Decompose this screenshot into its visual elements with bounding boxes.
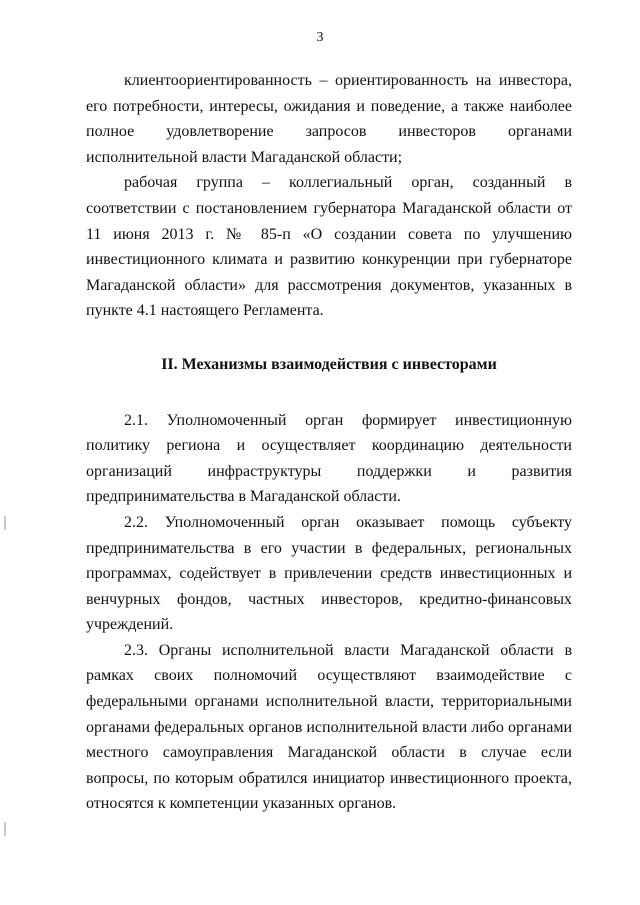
section-heading: II. Механизмы взаимодействия с инвесторами <box>161 355 497 373</box>
document-body <box>86 68 572 817</box>
definition-paragraph-client-orientation: клиентоориентированность – ориентированность на инвестора, его потребности, интересы, ожидания и поведение, а также наиболее полное удовлетворение запросов инвесторов органами исполнительной власти Магаданской области; <box>86 72 572 166</box>
scan-margin-mark <box>4 516 6 530</box>
scan-margin-mark <box>4 822 6 836</box>
clause-2-1: 2.1. Уполномоченный орган формирует инвестиционную политику региона и осуществляет координацию деятельности организаций инфраструктуры поддержки и развития предпринимательства в Магаданской области. <box>86 411 572 506</box>
clause-2-3: 2.3. Органы исполнительной власти Магаданской области в рамках своих полномочий осуществляют взаимодействие с федеральными органами исполнительной власти, территориальными органами федеральных органов исполнительной власти либо органами местного самоуправления Магаданской области в случае если вопросы, по которым обратился инициатор инвестиционного проекта, относятся к компетенции указанных органов. <box>86 641 572 813</box>
page-number: 3 <box>316 30 324 45</box>
definition-paragraph-working-group: рабочая группа – коллегиальный орган, созданный в соответствии с постановлением губернатора Магаданской области от 11 июня 2013 г. № 85-п «О создании совета по улучшению инвестиционного климата и развитию конкуренции при губернаторе Магаданской области» для рассмотрения документов, указанных в пункте 4.1 настоящего Регламента. <box>86 174 572 320</box>
clause-2-2: 2.2. Уполномоченный орган оказывает помощь субъекту предпринимательства в его участии в федеральных, региональных программах, содействует в привлечении средств инвестиционных и венчурных фондов, частных инвесторов, кредитно-финансовых учреждений. <box>86 513 572 634</box>
